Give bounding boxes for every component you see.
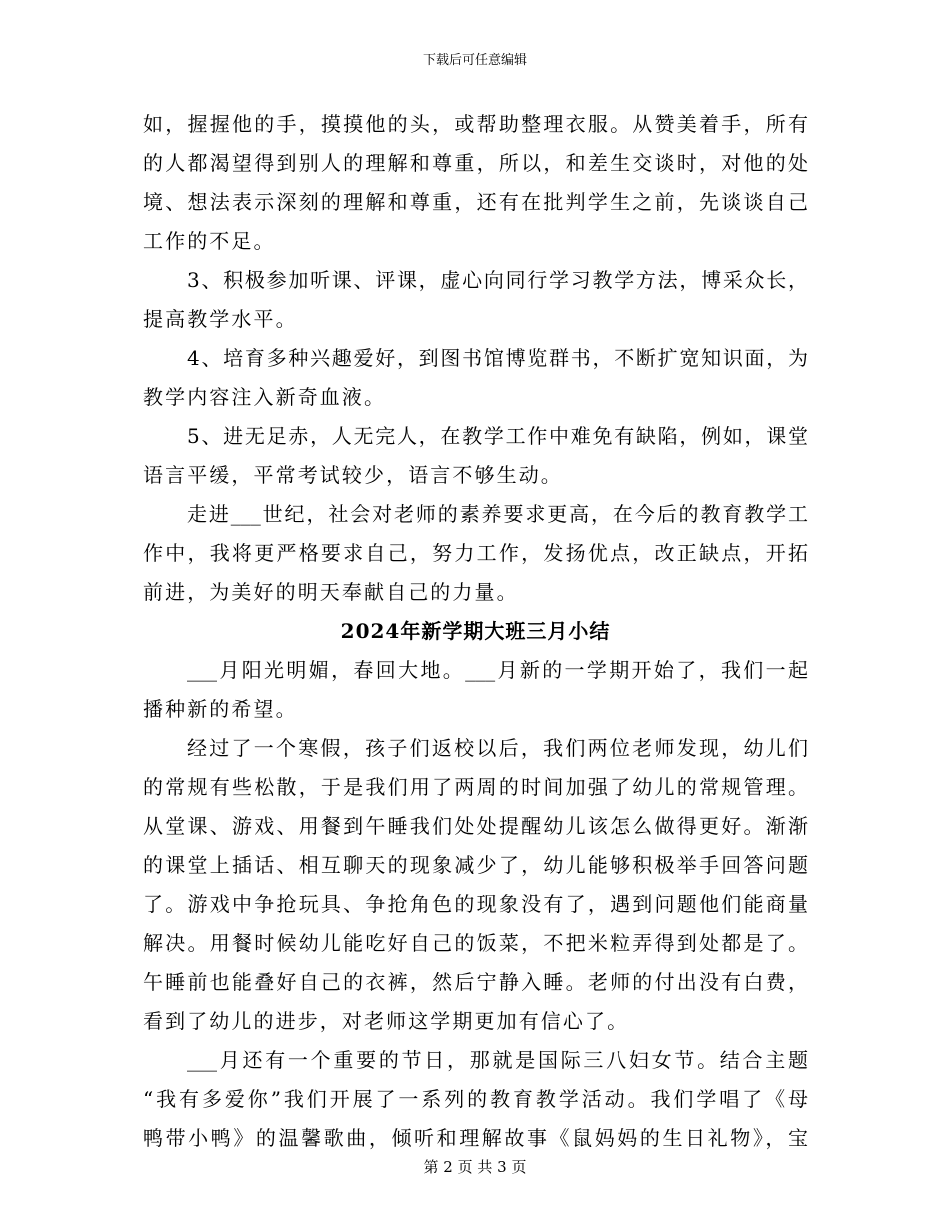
document-body xyxy=(143,105,808,1158)
paragraph-line: 3、积极参加听课、评课，虚心向同行学习教学方法，博采众长， xyxy=(187,268,808,292)
paragraph-line: 鸭带小鸭》的温馨歌曲，倾听和理解故事《鼠妈妈的生日礼物》，宝 xyxy=(143,1126,808,1150)
paragraph-line: “我有多爱你”我们开展了一系列的教育教学活动。我们学唱了《母 xyxy=(143,1087,808,1111)
paragraph-line: 午睡前也能叠好自己的衣裤，然后宁静入睡。老师的付出没有白费， xyxy=(143,970,808,994)
page-number: 第 2 页 共 3 页 xyxy=(423,1158,527,1176)
paragraph-line: 境、想法表示深刻的理解和尊重，还有在批判学生之前，先谈谈自己 xyxy=(143,190,808,214)
paragraph-line: 工作的不足。 xyxy=(143,229,276,253)
paragraph-line: 的课堂上插话、相互聊天的现象减少了，幼儿能够积极举手回答问题 xyxy=(143,853,808,877)
paragraph-line: 4、培育多种兴趣爱好，到图书馆博览群书，不断扩宽知识面，为 xyxy=(187,346,808,370)
paragraph-line: 了。游戏中争抢玩具、争抢角色的现象没有了，遇到问题他们能商量 xyxy=(143,892,808,916)
page-header-note: 下载后可任意编辑 xyxy=(422,53,527,68)
paragraph-line: ___月还有一个重要的节日，那就是国际三八妇女节。结合主题 xyxy=(187,1048,808,1072)
paragraph-line: 的常规有些松散，于是我们用了两周的时间加强了幼儿的常规管理。 xyxy=(143,775,808,799)
paragraph-line: 看到了幼儿的进步，对老师这学期更加有信心了。 xyxy=(143,1009,630,1033)
paragraph-line: 走进___世纪，社会对老师的素养要求更高，在今后的教育教学工 xyxy=(187,502,808,526)
paragraph-line: ___月阳光明媚，春回大地。___月新的一学期开始了，我们一起 xyxy=(187,658,808,682)
paragraph-line: 解决。用餐时候幼儿能吃好自己的饭菜，不把米粒弄得到处都是了。 xyxy=(143,931,808,955)
paragraph-line: 播种新的希望。 xyxy=(143,697,298,721)
paragraph-line: 前进，为美好的明天奉献自己的力量。 xyxy=(143,580,519,604)
paragraph-line: 经过了一个寒假，孩子们返校以后，我们两位老师发现，幼儿们 xyxy=(187,736,808,760)
paragraph-line: 教学内容注入新奇血液。 xyxy=(143,385,387,409)
paragraph-line: 从堂课、游戏、用餐到午睡我们处处提醒幼儿该怎么做得更好。渐渐 xyxy=(143,814,808,838)
paragraph-line: 的人都渴望得到别人的理解和尊重，所以，和差生交谈时，对他的处 xyxy=(143,151,808,175)
section-title: 2024年新学期大班三月小结 xyxy=(340,619,611,643)
paragraph-line: 作中，我将更严格要求自己，努力工作，发扬优点，改正缺点，开拓 xyxy=(143,541,808,565)
paragraph-line: 提高教学水平。 xyxy=(143,307,298,331)
paragraph-line: 语言平缓，平常考试较少，语言不够生动。 xyxy=(143,463,563,487)
paragraph-line: 5、进无足赤，人无完人，在教学工作中难免有缺陷，例如，课堂 xyxy=(187,424,808,448)
paragraph-line: 如，握握他的手，摸摸他的头，或帮助整理衣服。从赞美着手，所有 xyxy=(143,112,808,136)
